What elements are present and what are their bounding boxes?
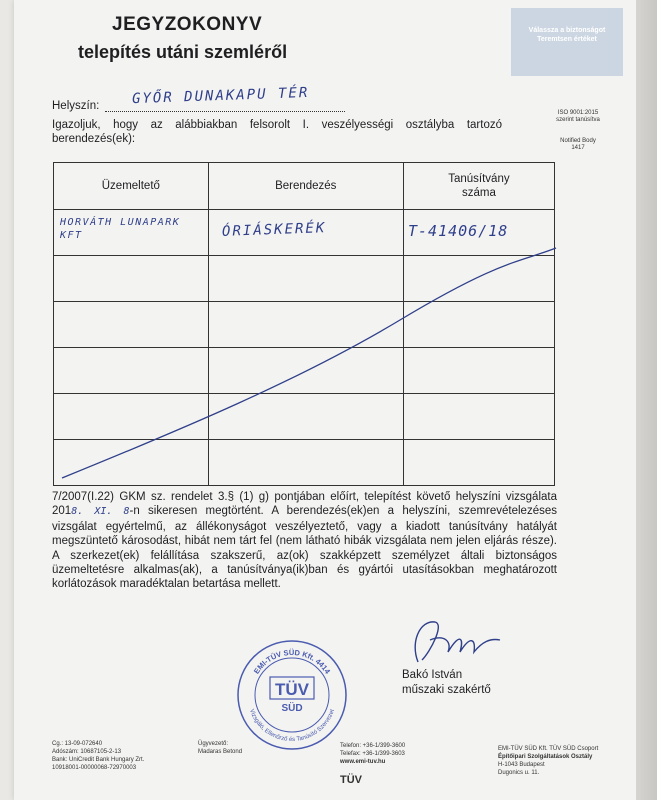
certificate-cell: T-41406/18 <box>408 222 509 240</box>
stamp-sub: SÜD <box>281 703 303 714</box>
footer-address <box>498 745 598 777</box>
footer-line: 10918001-00000068-72970003 <box>52 765 137 771</box>
footer-line: Telefon: +36-1/399-3600 <box>340 743 406 749</box>
footer-line: H-1043 Budapest <box>498 762 545 768</box>
stamp-bottom-text: Vizsgáló, Ellenőrző és Tanúsító Szervezet <box>248 708 336 744</box>
signer-block <box>402 668 491 698</box>
signer-role: műszaki szakértő <box>402 684 491 696</box>
official-stamp <box>232 635 352 755</box>
footer-line: Telefax: +36-1/399-3603 <box>340 751 405 757</box>
footer-line: Madaras Betond <box>198 749 243 755</box>
paragraph-part-1: 7/2007(I.22) GKM sz. rendelet 3.§ (1) g) pontjában előírt, telepítést követő helyszíni vizsgálata 201 <box>52 491 557 518</box>
equipment-cell: ÓRIÁSKERÉK <box>221 220 327 240</box>
stamp-brand: TÜV <box>275 680 309 699</box>
signature <box>400 612 510 672</box>
operator-cell: HORVÁTH LUNAPARK KFT <box>60 217 181 241</box>
footer-company-info <box>52 740 144 772</box>
footer-tuv-logo: TÜV <box>340 774 362 786</box>
certification-paragraph <box>52 490 557 592</box>
footer-line: Építőipari Szolgáltatások Osztály <box>498 754 593 760</box>
iso-note: ISO 9001:2015 szerint tanúsítva <box>556 110 600 123</box>
document-subtitle: telepítés utáni szemléről <box>78 42 288 62</box>
location-label: Helyszín: <box>52 100 100 112</box>
header-equipment: Berendezés <box>208 163 403 210</box>
signer-name: Bakó István <box>402 669 463 681</box>
intro-text: Igazoljuk, hogy az alábbiakban felsorolt I. veszélyességi osztályba tartozó berendezés(ek): <box>52 119 502 145</box>
footer-line: Adószám: 10687105-2-13 <box>52 749 122 755</box>
footer-line: Bank: UniCredit Bank Hungary Zrt. <box>52 757 145 763</box>
paragraph-part-2: -n sikeresen megtörtént. A berendezés(ek)en a helyszíni, szemrevételezéses vizsgálat egyértelmű, az állékonyságot veszélyeztető, vagy a kiadott tanúsítvány hatályát megszüntető károsodást, hibát nem tárt fel (nem látható hibák vizsgálata nem jelen eljárás része). A szerkezet(ek) felállítása szakszerű, az(ok) szakképzett személyzet általi biztonságos üzemeltetésre alkalmas(ak), a tanúsítványa(ik)ban és gyártói utasításokban meghatározott korlátozások maradéktalan betartása mellett. <box>52 505 557 591</box>
header-certificate-label: Tanúsítvány száma <box>448 173 510 199</box>
footer-manager <box>198 740 242 756</box>
notified-body-note: Notified Body 1417 <box>560 138 596 151</box>
document-title: JEGYZOKONYV <box>112 14 263 35</box>
footer-line: Cg.: 13-09-072640 <box>52 741 103 747</box>
footer-contact <box>340 742 405 766</box>
footer-line: Dugonics u. 11. <box>498 770 540 776</box>
handwritten-date: 8. XI. 8 <box>71 506 130 518</box>
slogan-text: Válassza a biztonságot Teremtsen értéket <box>528 27 606 43</box>
stamp-top-text: EMI-TÜV SÜD Kft. 4414 <box>251 647 333 676</box>
footer-line: www.emi-tuv.hu <box>340 759 386 765</box>
location-value: GYŐR DUNAKAPU TÉR <box>131 84 310 108</box>
footer-line: EMI-TÜV SÜD Kft. TÜV SÜD Csoport <box>498 746 599 752</box>
header-operator: Üzemeltető <box>54 163 209 210</box>
footer-line: Ügyvezető: <box>198 741 229 747</box>
